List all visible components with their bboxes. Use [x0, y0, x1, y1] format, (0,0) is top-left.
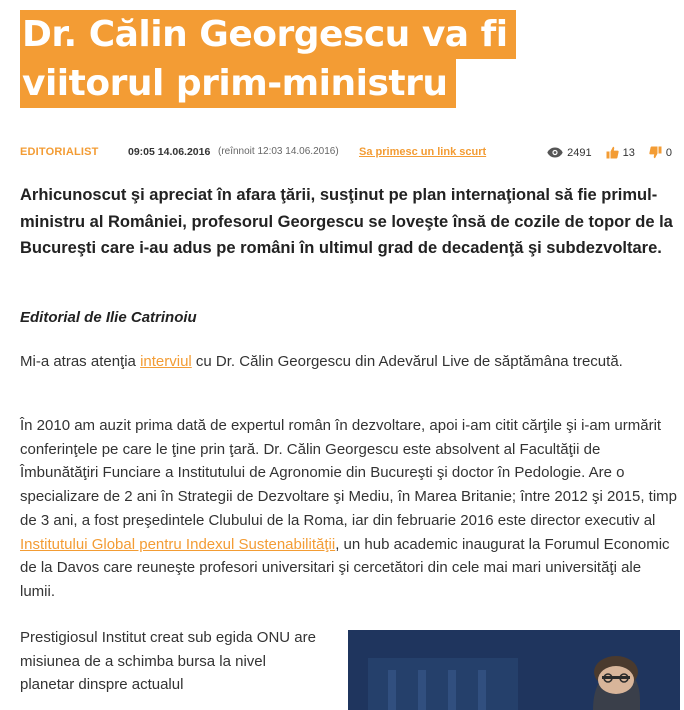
paragraph-1-text-end: cu Dr. Călin Georgescu din Adevărul Live de săptămâna trecută. [191, 353, 623, 370]
eye-icon [547, 147, 563, 158]
thumbs-down-icon[interactable] [649, 146, 662, 159]
article-lead: Arhicunoscut şi apreciat în afara ţării, susţinut pe plan internaţional să fie primul-ministru al României, profesorul Georgescu se loveşte însă de cozile de topor de la Bucureşti care i-au adus pe români în ultimul grad de decadenţă şi subdezvoltare. [20, 186, 673, 257]
views-count: 2491 [567, 146, 592, 159]
institute-link[interactable]: Institutului Global pentru Indexul Sustenabilităţii [20, 535, 336, 553]
paragraph-1 [20, 350, 680, 374]
title-line-1: Dr. Călin Georgescu va fi [20, 10, 516, 59]
title-line-2: viitorul prim-ministru [20, 59, 456, 108]
paragraph-1-text-start: Mi-a atras atenţia [20, 353, 141, 370]
article-stats [547, 146, 672, 159]
publish-date: 09:05 14.06.2016 [128, 146, 211, 158]
article-title [20, 10, 580, 108]
article-meta [20, 146, 680, 162]
updated-date: (reînnoit 12:03 14.06.2016) [218, 146, 339, 157]
paragraph-2 [20, 414, 680, 604]
dislikes-count: 0 [665, 146, 672, 159]
author-link[interactable]: EDITORIALIST [20, 146, 99, 158]
likes-count: 13 [622, 146, 635, 159]
paragraph-2-text-end: , un hub academic inaugurat la Forumul Economic de la Davos care reuneşte profesori universitari şi cercetători din cele mai mari universităţi ale lumii. [20, 535, 670, 600]
paragraph-2-text-start: În 2010 am auzit prima dată de expertul român în dezvoltare, apoi i-am citit cărţile şi i-am urmărit conferinţele pe care le ţine prin ţară. Dr. Călin Georgescu este absolvent al Facultăţii de Îmbunătăţiri Funciare a Institutului de Agronomie din Bucureşti şi doctor în Pedologie. Are o specializare de 2 ani în Strategii de Dezvoltare şi Mediu, în Marea Britanie; între 2012 şi 2015, timp de 3 ani, a fost preşedintele Clubului de la Roma, iar din februarie 2016 este director executiv al [20, 417, 678, 529]
short-link-button[interactable]: Sa primesc un link scurt [359, 146, 487, 158]
article-byline: Editorial de Ilie Catrinoiu [20, 309, 197, 326]
paragraph-3: Prestigiosul Institut creat sub egida ONU are misiunea de a schimba bursa la nivel planetar dinspre actualul [20, 629, 316, 694]
interview-link[interactable]: interviul [140, 353, 192, 370]
article-photo [348, 630, 680, 710]
thumbs-up-icon[interactable] [606, 146, 619, 159]
